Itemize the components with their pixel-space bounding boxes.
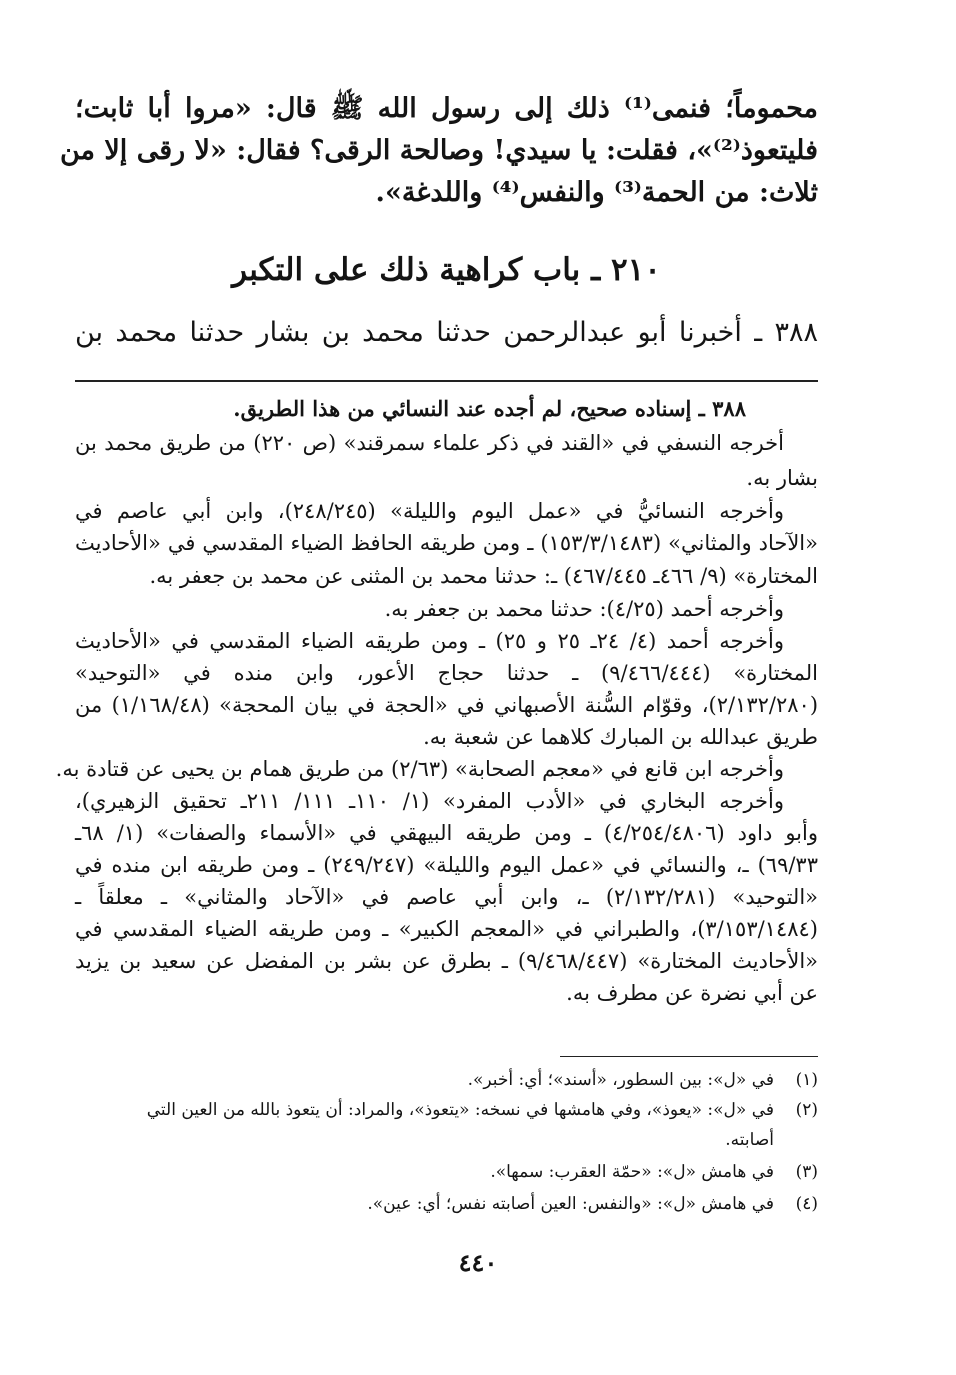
note-line: المختارة» (٩/٤٦٦/٤٤٤) ـ حدثنا حجاج الأعور، وابن منده في «التوحيد»	[75, 661, 818, 685]
note-line: وأخرجه ابن قانع في «معجم الصحابة» (٢/٦٣) من طريق همام بن يحيى عن قتادة به.	[55, 757, 784, 781]
note-line: وأخرجه البخاري في «الأدب المفرد» (١/ ١١٠ـ ١١١/ ٢١١ـ تحقيق الزهيري)،	[75, 789, 784, 813]
note-line: عن أبي نضرة عن مطرف به.	[566, 981, 818, 1005]
note-line: ٣٨٨ ـ إسناده صحيح، لم أجده عند النسائي من هذا الطريق.	[233, 396, 746, 421]
note-line: «الأحاديث المختارة» (٩/٤٦٨/٤٤٧) ـ بطرق عن بشر بن المفضل عن سعيد بن يزيد	[75, 949, 818, 973]
note-line: وأخرجه أحمد (٤/ ٢٤ـ ٢٥ و ٢٥) ـ ومن طريقه الضياء المقدسي في «الأحاديث	[75, 629, 785, 653]
note-line: (٢/١٣٢/٢٨٠)، وقوّام السُّنة الأصبهاني في «الحجة في بيان المحجة» (١/١٦٨/٤٨) من	[75, 693, 819, 717]
footnote-text: في هامش «ل»: «حمّة العقرب: سمها».	[490, 1162, 774, 1182]
note-line: (٣/١٥٣/١٤٨٤)، والطبراني في «المعجم الكبير» ـ ومن طريقه الضياء المقدسي في	[75, 917, 818, 941]
note-line: أخرجه النسفي في «القند في ذكر علماء سمرقند» (ص ٢٢٠) من طريق محمد بن	[75, 431, 784, 455]
footnote-text: في «ل»: «يعوذ»، وفي هامشها في نسخه: «يتعوذ»، والمراد: أن يتعوذ بالله من العين التي	[146, 1100, 774, 1120]
page-number: ٤٤٠	[458, 1248, 498, 1277]
footnote	[75, 1160, 818, 1185]
main-line: فليتعوذ⁽²⁾»، فقلت: يا سيدي! وصالحة الرقى؟ فقال: «لا رقى إلا من	[59, 135, 818, 166]
footnote-text: أصابته.	[725, 1130, 774, 1150]
footnote	[75, 1098, 818, 1123]
section-heading: ٢١٠ ـ باب كراهية ذلك على التكبر	[232, 252, 661, 288]
footnote	[75, 1068, 818, 1093]
main-line: ثلاث: من الحمة⁽³⁾ والنفس⁽⁴⁾ واللدغة».	[375, 177, 818, 208]
hadith-line: ٣٨٨ ـ أخبرنا أبو عبدالرحمن حدثنا محمد بن بشار حدثنا محمد بن	[75, 317, 818, 348]
note-line: «التوحيد» (٢/١٣٢/٢٨١) ـ، وابن أبي عاصم في «الآحاد والمثاني» ـ معلقاً ـ	[75, 885, 819, 909]
footnote-number: (٤)	[795, 1194, 818, 1214]
footnotes-separator	[560, 1056, 818, 1057]
note-line: وأخرجه النسائيُّ في «عمل اليوم والليلة» (٢٤٨/٢٤٥)، وابن أبي عاصم في	[75, 499, 784, 523]
main-line: محموماً؛ فنمى⁽¹⁾ ذلك إلى رسول الله ﷺ قال: «مروا أبا ثابت؛	[75, 93, 818, 124]
footnote-continuation	[75, 1128, 774, 1153]
footnote-text: في «ل»: بين السطور، «أسند»؛ أي: أخبر».	[467, 1070, 774, 1090]
note-line: وأخرجه أحمد (٤/٢٥): حدثنا محمد بن جعفر به.	[384, 597, 784, 621]
notes-separator	[75, 380, 818, 382]
note-line: طريق عبدالله بن المبارك كلاهما عن شعبة به.	[423, 725, 818, 749]
footnote	[75, 1192, 818, 1217]
note-line: وأبو داود (٤/٢٥٤/٤٨٠٦) ـ ومن طريقه البيهقي في «الأسماء والصفات» (١/ ٦٨ـ	[75, 821, 818, 845]
note-line: المختارة» (٩/ ٤٦٦ـ ٤٦٧/٤٤٥) ـ: حدثنا محمد بن المثنى عن محمد بن جعفر به.	[149, 564, 818, 588]
footnote-number: (٣)	[795, 1162, 818, 1182]
note-line: بشار به.	[746, 466, 818, 490]
footnote-number: (١)	[795, 1070, 818, 1090]
footnote-text: في هامش «ل»: «والنفس: العين أصابته نفس؛ أي: عين».	[367, 1194, 774, 1214]
note-line: «الآحاد والمثاني» (١٥٣/٣/١٤٨٣) ـ ومن طريقه الحافظ الضياء المقدسي في «الأحاديث	[75, 531, 818, 555]
footnote-number: (٢)	[795, 1100, 818, 1120]
note-line: ٦٩/٣٣) ـ، والنسائي في «عمل اليوم والليلة» (٢٤٩/٢٤٧) ـ ومن طريقه ابن منده في	[75, 853, 818, 877]
